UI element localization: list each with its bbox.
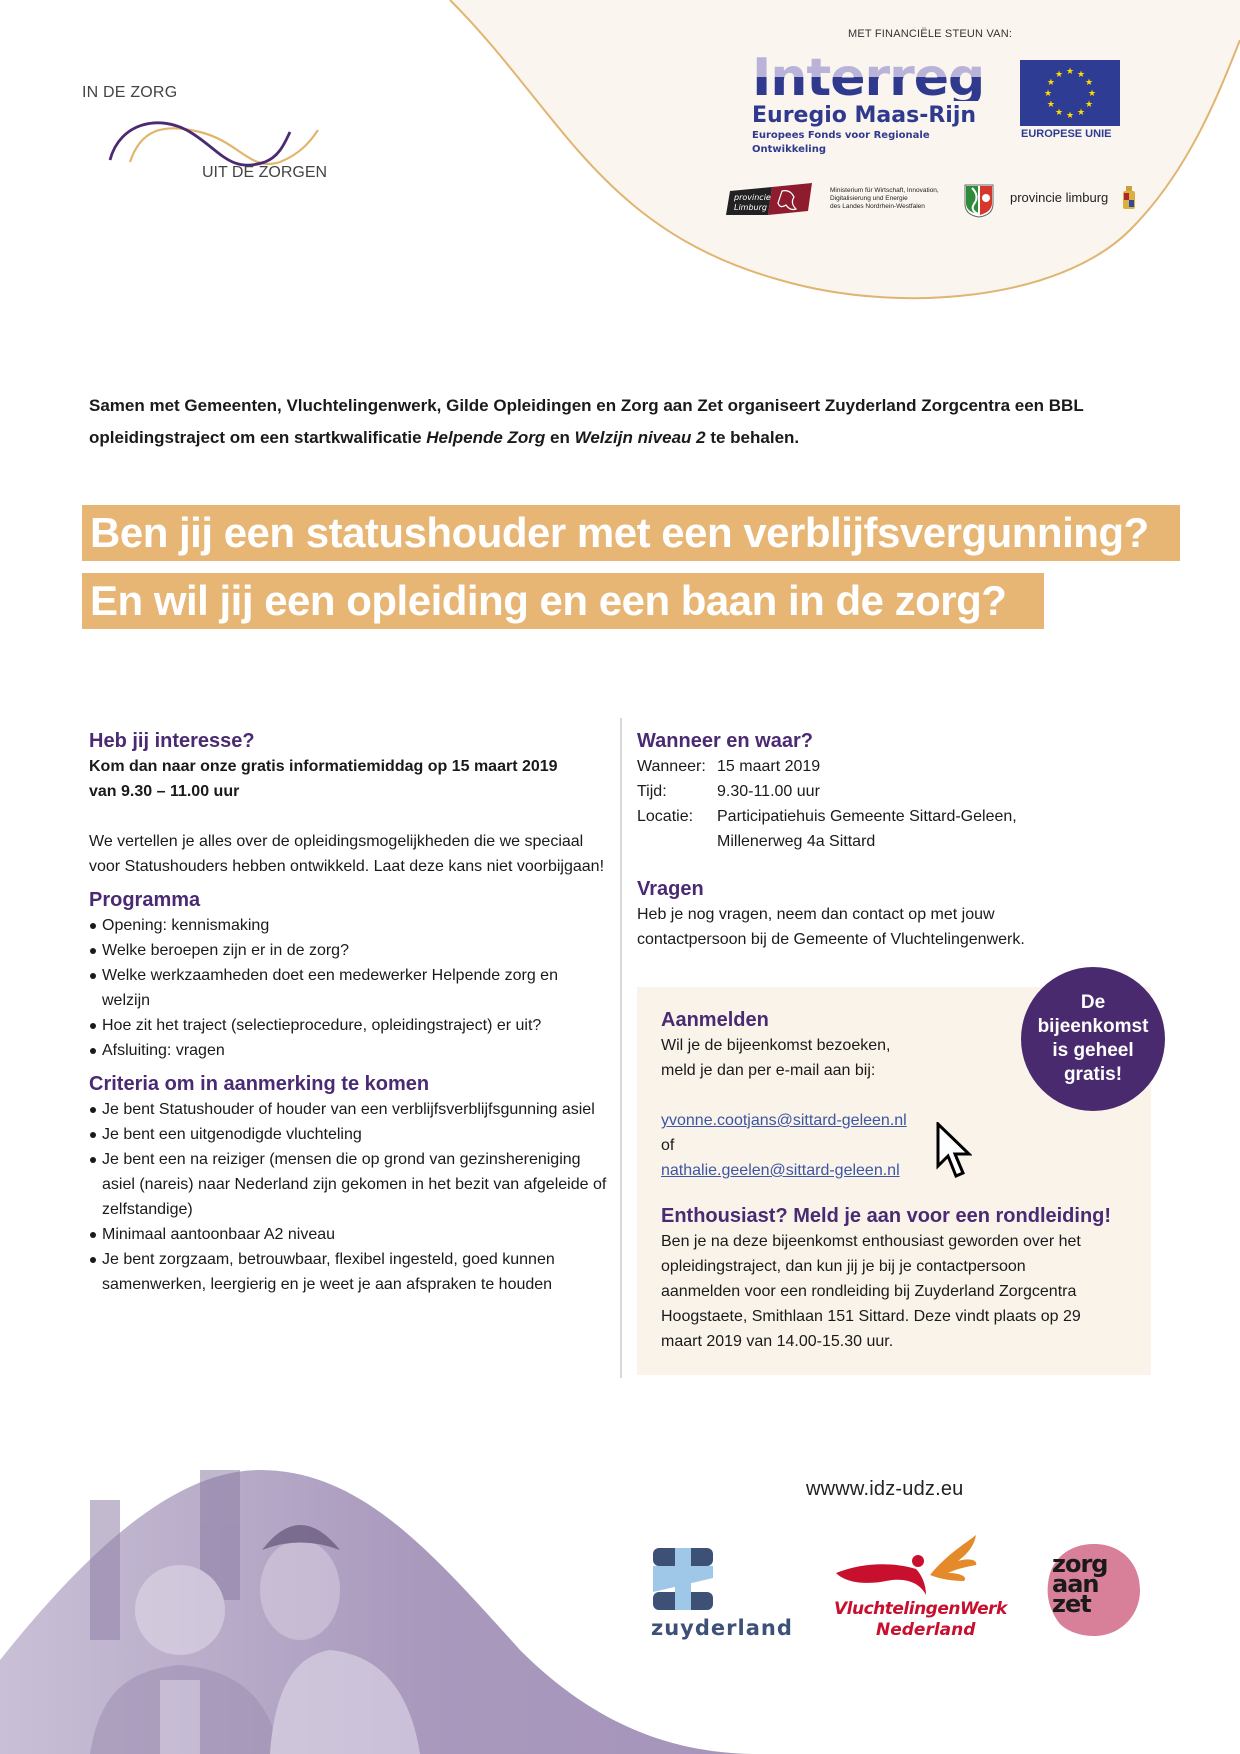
interreg-fund: Europees Fonds voor Regionale Ontwikkeling: [752, 130, 930, 155]
list-item: Je bent een na reiziger (mensen die op grond van gezinshereniging asiel (nareis) naar Nederland zijn gekomen in het bezit van afgeleide of zelfstandige): [89, 1147, 609, 1222]
questions-title: Vragen: [637, 878, 704, 900]
vwn-line1: VluchtelingenWerk: [834, 1599, 1007, 1619]
list-item: Je bent Statushouder of houder van een verblijfsverblijfsgunning asiel: [89, 1097, 609, 1122]
list-item: Minimaal aantoonbaar A2 niveau: [89, 1222, 609, 1247]
eu-star-icon: ★: [1065, 66, 1075, 76]
when-title: Wanneer en waar?: [637, 730, 813, 752]
tour-body: Ben je na deze bijeenkomst enthousiast geworden over het opleidingstraject, dan kun jij je bij je contactpersoon aanmelden voor een rondleiding bij Zuyderland Zorgcentra Hoogstaete, Smithlaan 151 Sittard. Deze vindt plaats op 29 maart 2019 van 14.00-15.30 uur.: [661, 1233, 1081, 1350]
list-item: Hoe zit het traject (selectieprocedure, opleidingstraject) er uit?: [89, 1013, 609, 1038]
zaz-line: zorg: [1052, 1550, 1108, 1578]
or-text: of: [661, 1137, 675, 1154]
eu-star-icon: ★: [1076, 68, 1086, 79]
interest-body: We vertellen je alles over de opleidingsmogelijkheden die we speciaal voor Statushouders hebben ontwikkeld. Laat deze kans niet voorbijgaan!: [89, 833, 605, 875]
when-row: [637, 779, 1157, 804]
signup-body: Wil je de bijeenkomst bezoeken,: [661, 1037, 891, 1054]
when-value: 15 maart 2019: [717, 758, 821, 775]
when-row: [637, 829, 1157, 854]
badge-line: is geheel: [1052, 1040, 1134, 1061]
email-link-nathalie[interactable]: nathalie.geelen@sittard-geleen.nl: [661, 1162, 900, 1179]
badge-line: De: [1080, 992, 1106, 1013]
when-label: Tijd:: [637, 783, 667, 800]
intro-emphasis: Welzijn niveau 2: [574, 428, 706, 447]
logo-line1: IN DE ZORG: [82, 84, 178, 101]
funding-label: MET FINANCIËLE STEUN VAN:: [848, 28, 1013, 40]
interreg-logo: [752, 48, 1002, 157]
eu-star-icon: ★: [1054, 68, 1064, 79]
programma-title: Programma: [89, 889, 201, 911]
zuyderland-name: zuyderland: [651, 1616, 793, 1640]
eu-star-icon: ★: [1076, 107, 1086, 118]
intro-text: Samen met Gemeenten, Vluchtelingenwerk, Gilde Opleidingen en Zorg aan Zet organiseert Zuyderland Zorgcentra een BBL opleidingstraject om een startkwalificatie: [89, 396, 1084, 447]
signup-body: meld je dan per e-mail aan bij:: [661, 1062, 876, 1079]
free-event-badge: [1021, 967, 1165, 1111]
in-de-zorg-logo: [80, 80, 330, 190]
interest-title: Heb jij interesse?: [89, 730, 255, 752]
mouse-cursor-icon: [936, 1122, 972, 1182]
when-value: Millenerweg 4a Sittard: [717, 833, 876, 850]
intro-text: te behalen.: [705, 428, 800, 447]
intro-text: en: [545, 428, 575, 447]
interreg-region: Euregio Maas-Rijn: [752, 103, 977, 128]
eu-label: EUROPESE UNIE: [1021, 128, 1112, 140]
logo-wave-icon: [100, 102, 330, 172]
eu-star-icon: ★: [1065, 110, 1075, 120]
eu-star-icon: ★: [1046, 77, 1055, 87]
zuyderland-cross-icon: [653, 1548, 713, 1610]
prov-badge-line2: Limburg: [734, 203, 767, 212]
vwn-figure-icon: [826, 1535, 1006, 1599]
list-item: Welke beroepen zijn er in de zorg?: [89, 938, 609, 963]
eu-star-icon: ★: [1087, 88, 1097, 98]
vwn-line2: Nederland: [876, 1620, 976, 1640]
intro-paragraph: [89, 390, 1149, 454]
provincie-limburg-text: provincie limburg: [1010, 190, 1109, 205]
when-label: [637, 829, 717, 854]
zorg-aan-zet-logo: [1044, 1540, 1144, 1640]
logo-line2: UIT DE ZORGEN: [202, 164, 328, 181]
eu-star-icon: ★: [1085, 77, 1094, 87]
list-item: Je bent een uitgenodigde vluchteling: [89, 1122, 609, 1147]
provincie-limburg-badge-icon: [726, 183, 812, 215]
when-row: [637, 754, 1157, 779]
when-row: [637, 804, 1157, 829]
when-value: Participatiehuis Gemeente Sittard-Geleen,: [717, 808, 1017, 825]
list-item: Je bent zorgzaam, betrouwbaar, flexibel ingesteld, goed kunnen samenwerken, leergierig en je weet je aan afspraken te houden: [89, 1247, 609, 1297]
interest-highlight: Kom dan naar onze gratis informatiemiddag op 15 maart 2019: [89, 758, 558, 775]
headline-line2: En wil jij een opleiding en een baan in de zorg?: [82, 573, 1044, 629]
questions-body: Heb je nog vragen, neem dan contact op met jouw contactpersoon bij de Gemeente of Vluchtelingenwerk.: [637, 906, 1025, 948]
when-value: 9.30-11.00 uur: [717, 783, 820, 800]
email-link-yvonne[interactable]: yvonne.cootjans@sittard-geleen.nl: [661, 1112, 907, 1129]
eu-flag-icon: [1020, 60, 1120, 126]
eu-star-icon: ★: [1043, 88, 1053, 98]
column-divider: [620, 718, 622, 1378]
criteria-list: [89, 1097, 609, 1297]
ministry-line: Ministerium für Wirtschaft, Innovation,: [830, 187, 939, 194]
eu-star-icon: ★: [1085, 99, 1094, 109]
footer-photo-wave: [0, 1440, 760, 1754]
tour-title: Enthousiast? Meld je aan voor een rondleiding!: [661, 1205, 1112, 1227]
ministry-line: Digitalisierung und Energie: [830, 195, 908, 202]
zaz-text: [1052, 1550, 1108, 1618]
prov-badge-line1: provincie: [734, 193, 771, 202]
ministry-nrw-text: [830, 187, 960, 211]
eu-star-icon: ★: [1046, 99, 1055, 109]
nrw-shield-icon: [964, 184, 994, 218]
right-column: [637, 728, 1157, 952]
badge-line: gratis!: [1063, 1064, 1123, 1085]
signup-title: Aanmelden: [661, 1009, 769, 1031]
list-item: Opening: kennismaking: [89, 913, 609, 938]
interest-time: van 9.30 – 11.00 uur: [89, 783, 240, 800]
limburg-crest-icon: [1122, 186, 1136, 212]
interreg-wordmark: Interreg: [752, 55, 1002, 101]
headline-line1: Ben jij een statushouder met een verblijfsvergunning?: [82, 505, 1180, 561]
zaz-line: aan: [1052, 1570, 1099, 1598]
ministry-line: des Landes Nordrhein-Westfalen: [830, 203, 925, 210]
eu-star-icon: ★: [1054, 107, 1064, 118]
when-label: Locatie:: [637, 808, 694, 825]
criteria-title: Criteria om in aanmerking te komen: [89, 1073, 430, 1095]
website-link[interactable]: wwww.idz-udz.eu: [806, 1478, 964, 1500]
intro-emphasis: Helpende Zorg: [426, 428, 546, 447]
programma-list: [89, 913, 609, 1063]
zaz-line: zet: [1052, 1590, 1091, 1618]
vluchtelingenwerk-logo: [826, 1535, 1006, 1655]
zuyderland-logo: [651, 1548, 793, 1648]
badge-line: bijeenkomst: [1037, 1016, 1149, 1037]
list-item: Afsluiting: vragen: [89, 1038, 609, 1063]
left-column: [89, 728, 609, 1297]
when-label: Wanneer:: [637, 758, 706, 775]
list-item: Welke werkzaamheden doet een medewerker Helpende zorg en welzijn: [89, 963, 609, 1013]
sponsor-logos: [726, 183, 1146, 219]
